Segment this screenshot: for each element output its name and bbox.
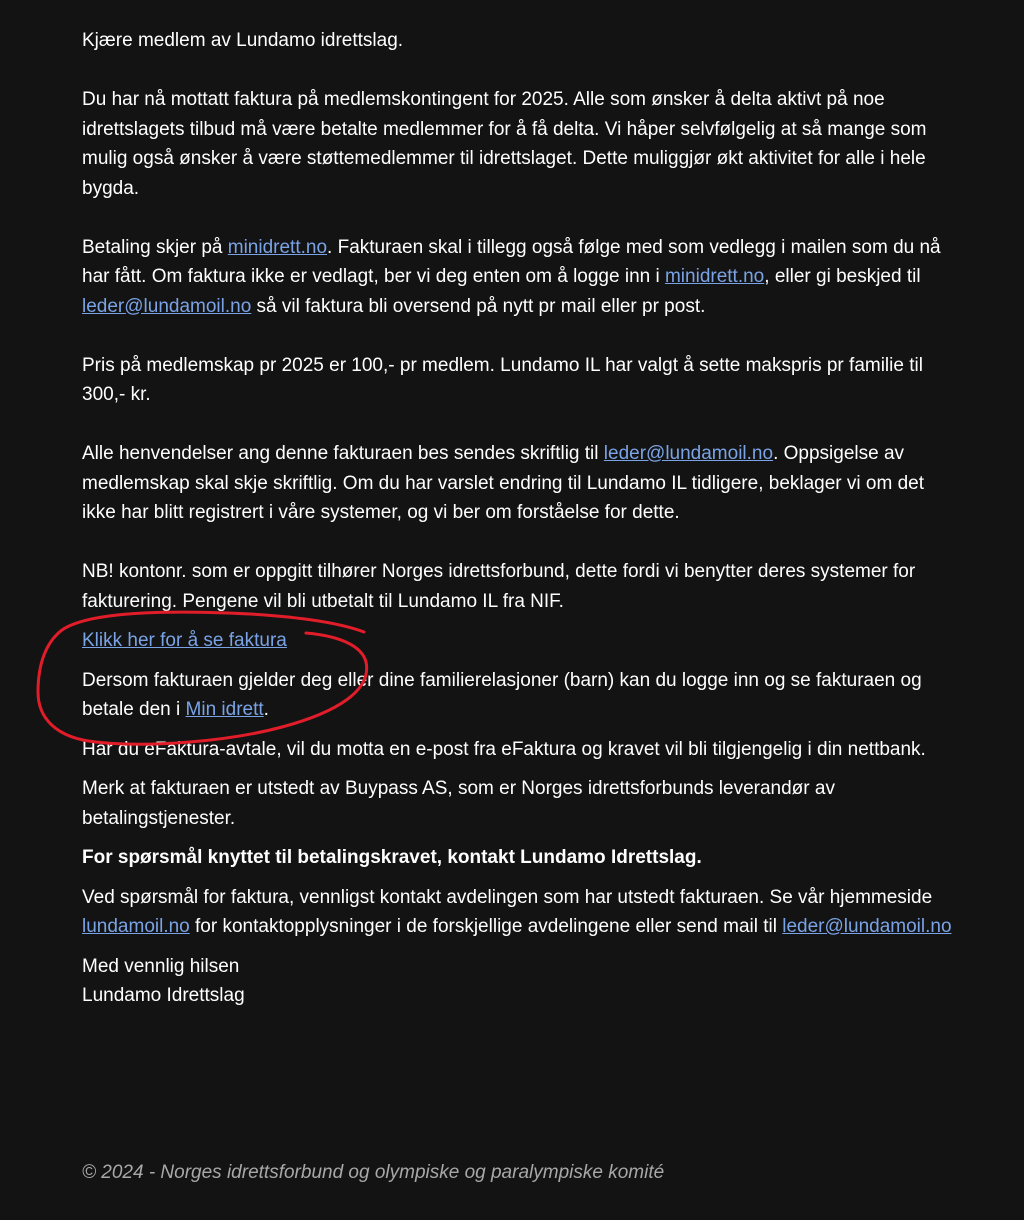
view-invoice-link[interactable]: Klikk her for å se faktura — [82, 630, 287, 651]
contact-text-2: for kontaktopplysninger i de forskjellige avdelingene eller send mail til — [189, 916, 783, 937]
min-idrett-paragraph — [82, 666, 952, 725]
signature: Lundamo Idrettslag — [82, 985, 245, 1006]
inquiries-paragraph — [82, 439, 952, 528]
price-paragraph: Pris på medlemskap pr 2025 er 100,- pr medlem. Lundamo IL har valgt å sette makspris pr familie til 300,- kr. — [82, 354, 923, 405]
payment-text-1: Betaling skjer på — [82, 236, 228, 258]
email-body — [82, 26, 952, 1011]
minidrett-link-2[interactable]: minidrett.no — [664, 266, 765, 287]
account-number-note: NB! kontonr. som er oppgitt tilhører Norges idrettsforbund, dette fordi vi benytter deres systemer for fakturering. Pengene vil bli utbetalt til Lundamo IL fra NIF. — [82, 561, 916, 612]
minidrett-link[interactable]: minidrett.no — [227, 236, 328, 258]
payment-text-2: . Fakturaen skal i tillegg også følge med som vedlegg i mailen som du nå har fått. Om faktura ikke er vedlagt, ber vi deg enten om å logge inn i — [82, 236, 941, 287]
contact-heading: For spørsmål knyttet til betalingskravet, kontakt Lundamo Idrettslag. — [82, 847, 702, 868]
efaktura-paragraph: Har du eFaktura-avtale, vil du motta en e-post fra eFaktura og kravet vil bli tilgjengelig i din nettbank. — [82, 738, 926, 760]
leder-email-link-3[interactable]: leder@lundamoil.no — [782, 916, 952, 937]
min-idrett-text-2: . — [263, 699, 269, 720]
contact-paragraph — [82, 883, 952, 942]
leder-email-link-2[interactable]: leder@lundamoil.no — [603, 443, 774, 464]
payment-text-3: , eller gi beskjed til — [764, 266, 921, 287]
invoice-link-paragraph — [82, 626, 952, 656]
inquiries-text-2: . Oppsigelse av medlemskap skal skje skriftlig. Om du har varslet endring til Lundamo IL tidligere, beklager vi om det ikke har blitt registrert i våre systemer, og vi ber om forståelse for dette. — [82, 443, 925, 523]
leder-email-link[interactable]: leder@lundamoil.no — [82, 295, 252, 317]
greeting: Kjære medlem av Lundamo idrettslag. — [82, 30, 404, 51]
buypass-paragraph: Merk at fakturaen er utstedt av Buypass AS, som er Norges idrettsforbunds leverandør av betalingstjenester. — [82, 778, 835, 829]
membership-fee-paragraph: Du har nå mottatt faktura på medlemskontingent for 2025. Alle som ønsker å delta aktivt på noe idrettslagets tilbud må være betalte medlemmer for å få delta. Vi håper selvfølgelig at så mange som mulig også ønsker å være støttemedlemmer til idrettslaget. Dette muliggjør økt aktivitet for alle i hele bygda. — [82, 89, 927, 199]
payment-paragraph — [82, 233, 952, 322]
inquiries-text-1: Alle henvendelser ang denne fakturaen bes sendes skriftlig til — [82, 443, 604, 464]
homepage-link[interactable]: lundamoil.no — [82, 916, 190, 937]
copyright-footer: © 2024 - Norges idrettsforbund og olympiske og paralympiske komité — [82, 1162, 665, 1183]
contact-text-1: Ved spørsmål for faktura, vennligst kontakt avdelingen som har utstedt fakturaen. Se vår hjemmeside — [82, 886, 933, 908]
min-idrett-text-1: Dersom fakturaen gjelder deg eller dine familierelasjoner (barn) kan du logge inn og se fakturaen og betale den i — [82, 669, 922, 720]
payment-text-4: så vil faktura bli oversend på nytt pr mail eller pr post. — [251, 295, 706, 317]
signoff: Med vennlig hilsen — [82, 955, 240, 977]
min-idrett-link[interactable]: Min idrett — [185, 699, 264, 720]
